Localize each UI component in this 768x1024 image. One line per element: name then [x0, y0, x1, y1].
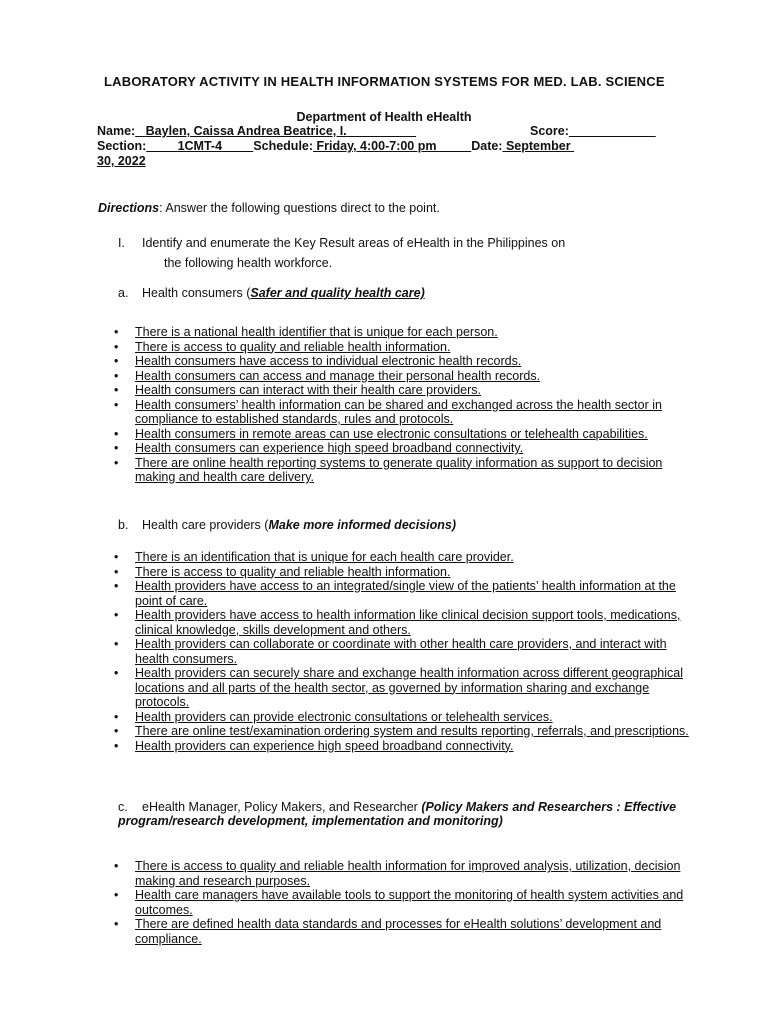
document-title: LABORATORY ACTIVITY IN HEALTH INFORMATION SYSTEMS FOR MED. LAB. SCIENCE — [104, 74, 665, 89]
list-item: • Health consumers in remote areas can use electronic consultations or telehealth capabilities. — [110, 427, 690, 442]
section-a-heading: a. Health consumers (Safer and quality health care) — [118, 286, 425, 300]
department-heading: Department of Health eHealth — [296, 110, 472, 124]
list-item: • There are defined health data standards and processes for eHealth solutions’ development and compliance. — [110, 917, 690, 946]
list-item: • There is access to quality and reliable health information. — [110, 565, 690, 580]
section-row — [97, 139, 574, 153]
date-continuation: 30, 2022 — [97, 154, 146, 168]
question-line-2: the following health workforce. — [164, 256, 333, 270]
section-b-list — [110, 550, 690, 753]
list-item: • Health providers can collaborate or coordinate with other health care providers, and interact with health consumers. — [110, 637, 690, 666]
list-item: • Health providers have access to an integrated/single view of the patients’ health information at the point of care. — [110, 579, 690, 608]
list-item: • There is a national health identifier that is unique for each person. — [110, 325, 690, 340]
list-item: • There is access to quality and reliable health information. — [110, 340, 690, 355]
directions-text: : Answer the following questions direct to the point. — [159, 201, 440, 215]
score-blank — [569, 124, 656, 138]
list-item: • Health consumers can access and manage their personal health records. — [110, 369, 690, 384]
question-line-1: Identify and enumerate the Key Result areas of eHealth in the Philippines on — [142, 236, 566, 250]
list-item: • There are online health reporting systems to generate quality information as support to decision making and health care delivery. — [110, 456, 690, 485]
list-item: • Health consumers have access to individual electronic health records. — [110, 354, 690, 369]
list-item: • Health consumers can interact with their health care providers. — [110, 383, 690, 398]
schedule-value: Friday, 4:00-7:00 pm — [316, 139, 437, 153]
section-c-list — [110, 859, 690, 946]
section-c-heading: c. eHealth Manager, Policy Makers, and Researcher (Policy Makers and Researchers : Effective program/research development, implementation and monitoring) — [118, 800, 677, 828]
name-value: Baylen, Caissa Andrea Beatrice, I. — [145, 124, 347, 138]
name-label: Name: — [97, 124, 136, 138]
list-item: • Health providers can securely share and exchange health information across different geographical locations and all parts of the health sector, as governed by information sharing and exchange protocols. — [110, 666, 690, 710]
section-b-heading: b. Health care providers (Make more informed decisions) — [118, 518, 457, 532]
list-item: • There is access to quality and reliable health information for improved analysis, utilization, decision making and research purposes. — [110, 859, 690, 888]
directions — [98, 201, 440, 215]
list-item: • Health care managers have available tools to support the monitoring of health system activities and outcomes. — [110, 888, 690, 917]
score-label: Score: — [530, 124, 569, 138]
question-number: I. — [118, 236, 125, 250]
list-item: • Health consumers can experience high speed broadband connectivity. — [110, 441, 690, 456]
list-item: • Health providers have access to health information like clinical decision support tools, medications, clinical knowledge, skills development and others. — [110, 608, 690, 637]
list-item: • There is an identification that is unique for each health care provider. — [110, 550, 690, 565]
list-item: • Health providers can experience high speed broadband connectivity. — [110, 739, 690, 754]
score-row — [530, 124, 656, 138]
section-a-list — [110, 325, 690, 485]
section-label: Section: — [97, 139, 147, 153]
list-item: • There are online test/examination ordering system and results reporting, referrals, and prescriptions. — [110, 724, 690, 739]
schedule-label: Schedule: — [253, 139, 314, 153]
list-item: • Health providers can provide electronic consultations or telehealth services. — [110, 710, 690, 725]
date-label: Date: — [471, 139, 503, 153]
name-row — [97, 124, 416, 138]
question-1 — [118, 233, 678, 273]
section-value: 1CMT-4 — [177, 139, 223, 153]
list-item: • Health consumers’ health information can be shared and exchanged across the health sector in compliance to established standards, rules and protocols. — [110, 398, 690, 427]
date-value: September — [505, 139, 571, 153]
directions-label: Directions — [98, 201, 160, 215]
